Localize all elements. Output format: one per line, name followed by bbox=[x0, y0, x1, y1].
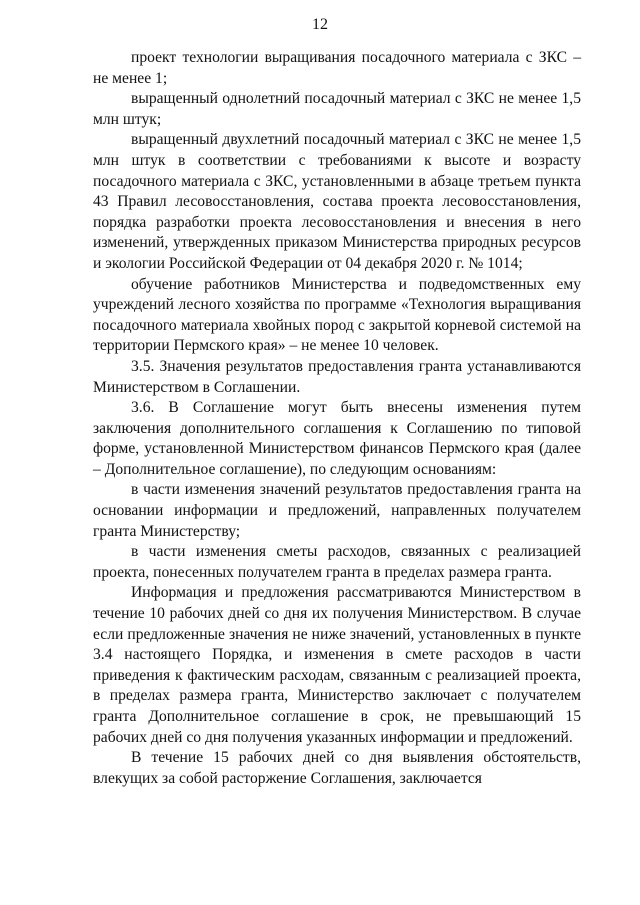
paragraph-3-5: 3.5. Значения результатов предоставления гранта устанавливаются Министерством в Соглашении. bbox=[93, 357, 581, 396]
paragraph-two-year-seedlings: выращенный двухлетний посадочный материал с ЗКС не менее 1,5 млн штук в соответствии с требованиями к высоте и возрасту посадочного материала с ЗКС, установленными в абзаце третьем пункта 43 Правил лесовосстановления, состава проекта лесовосстановления, порядка разработки проекта лесовосстановления и внесения в него изменений, утвержденных приказом Министерства природных ресурсов и экологии Российской Федерации от 04 декабря 2020 г. № 1014; bbox=[93, 131, 581, 272]
document-body bbox=[93, 48, 581, 789]
paragraph-staff-training: обучение работников Министерства и подведомственных ему учреждений лесного хозяйства по программе «Технология выращивания посадочного материала хвойных пород с закрытой корневой системой на территории Пермского края» – не менее 10 человек. bbox=[93, 275, 581, 355]
paragraph-review-procedure: Информация и предложения рассматриваются Министерством в течение 10 рабочих дней со дня их получения Министерством. В случае если предложенные значения не ниже значений, установленных в пункте 3.4 настоящего Порядка, и изменения в смете расходов в части приведения к фактическим расходам, связанным с реализацией проекта, в пределах размера гранта, Министерство заключает с получателем гранта Дополнительное соглашение в срок, не превышающий 15 рабочих дней со дня получения указанных информации и предложений. bbox=[93, 584, 581, 746]
paragraph-3-6: 3.6. В Соглашение могут быть внесены изменения путем заключения дополнительного соглашения к Соглашению по типовой форме, установленной Министерством финансов Пермского края (далее – Дополнительное соглашение), по следующим основаниям: bbox=[93, 399, 581, 478]
paragraph-estimate-change: в части изменения сметы расходов, связанных с реализацией проекта, понесенных получателем гранта в пределах размера гранта. bbox=[93, 543, 581, 581]
paragraph-technology-project: проект технологии выращивания посадочного материала с ЗКС – не менее 1; bbox=[93, 49, 581, 87]
paragraph-results-change: в части изменения значений результатов предоставления гранта на основании информации и предложений, направленных получателем гранта Министерству; bbox=[93, 481, 581, 540]
page-number: 12 bbox=[312, 16, 328, 33]
paragraph-one-year-seedlings: выращенный однолетний посадочный материал с ЗКС не менее 1,5 млн штук; bbox=[93, 90, 581, 128]
paragraph-termination: В течение 15 рабочих дней со дня выявления обстоятельств, влекущих за собой расторжение Соглашения, заключается bbox=[93, 749, 581, 787]
